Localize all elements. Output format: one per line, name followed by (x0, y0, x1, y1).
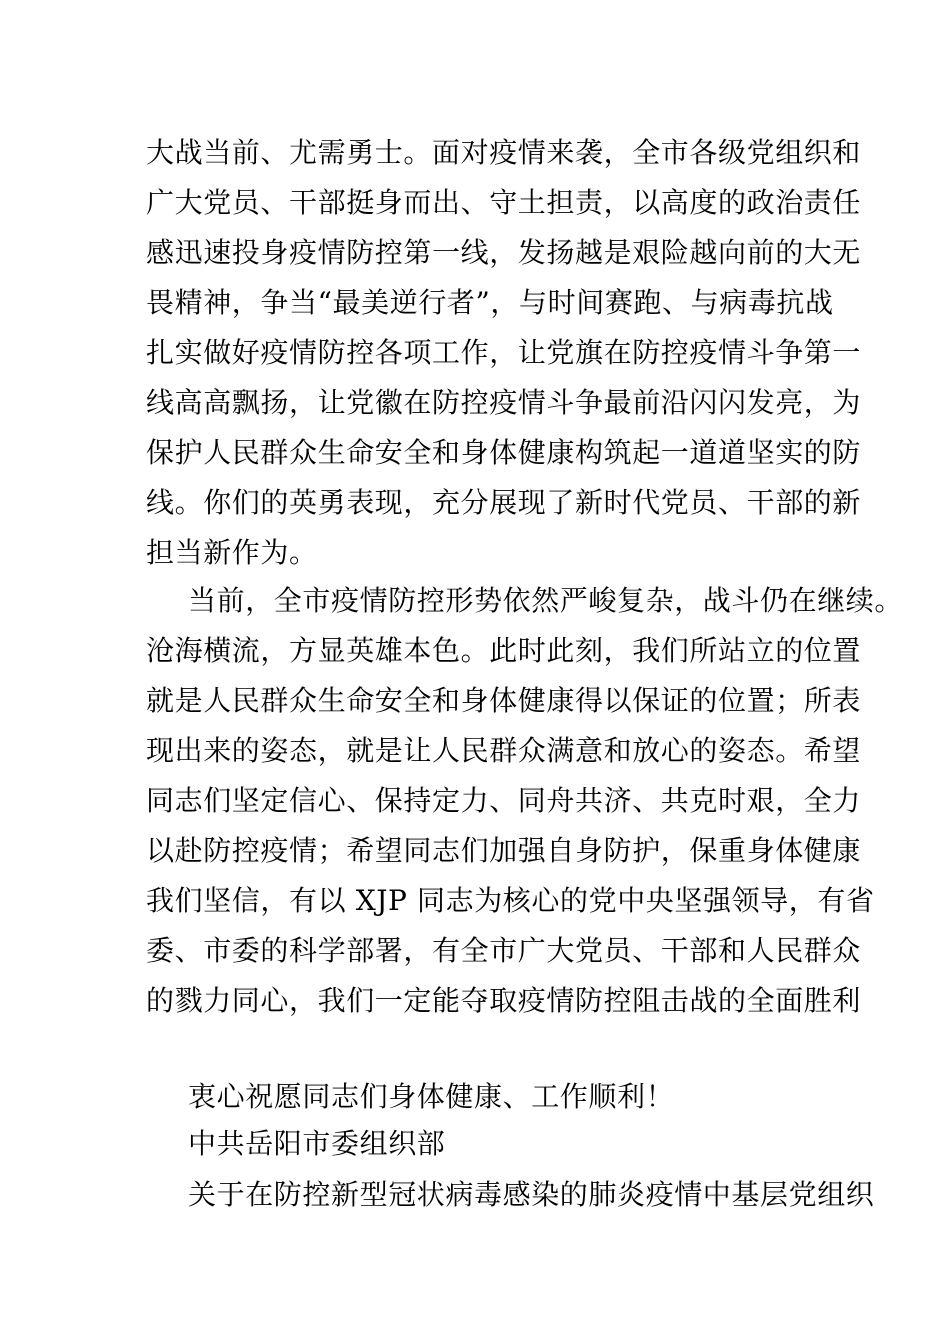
paragraph-line: 扎实做好疫情防控各项工作，让党旗在防控疫情斗争第一 (146, 336, 862, 369)
paragraph-line-first: 当前，全市疫情防控形势依然严峻复杂，战斗仍在继续。 (188, 584, 904, 617)
paragraph-line: 畏精神，争当“最美逆行者”，与时间赛跑、与病毒抗战 (146, 286, 834, 319)
paragraph-encouragement (146, 128, 862, 578)
paragraph-line: 保护人民群众生命安全和身体健康构筑起一道道坚实的防 (146, 436, 862, 469)
paragraph-current-situation (146, 576, 904, 1026)
paragraph-line: 沧海横流，方显英雄本色。此时此刻，我们所站立的位置 (146, 634, 862, 667)
paragraph-line: 大战当前、尤需勇士。面对疫情来袭，全市各级党组织和 (146, 136, 862, 169)
paragraph-line: 就是人民群众生命安全和身体健康得以保证的位置；所表 (146, 684, 862, 717)
next-section-heading: 关于在防控新型冠状病毒感染的肺炎疫情中基层党组织 (188, 1178, 875, 1211)
paragraph-line: 同志们坚定信心、保持定力、同舟共济、共克时艰，全力 (146, 784, 862, 817)
paragraph-line: 以赴防控疫情；希望同志们加强自身防护，保重身体健康 (146, 834, 862, 867)
paragraph-line: 担当新作为。 (146, 536, 318, 569)
closing-wishes: 衷心祝愿同志们身体健康、工作顺利！ (188, 1080, 675, 1113)
paragraph-line: 线高高飘扬，让党徽在防控疫情斗争最前沿闪闪发亮，为 (146, 386, 862, 419)
signature-organization: 中共岳阳市委组织部 (188, 1127, 446, 1160)
paragraph-line: 感迅速投身疫情防控第一线，发扬越是艰险越向前的大无 (146, 236, 862, 269)
paragraph-line: 线。你们的英勇表现，充分展现了新时代党员、干部的新 (146, 486, 862, 519)
paragraph-line: 委、市委的科学部署，有全市广大党员、干部和人民群众 (146, 934, 862, 967)
paragraph-line: 现出来的姿态，就是让人民群众满意和放心的姿态。希望 (146, 734, 862, 767)
paragraph-line: 的戮力同心，我们一定能夺取疫情防控阻击战的全面胜利 (146, 984, 862, 1017)
paragraph-line: 我们坚信，有以 XJP 同志为核心的党中央坚强领导，有省 (146, 884, 875, 917)
paragraph-line: 广大党员、干部挺身而出、守土担责，以高度的政治责任 (146, 186, 862, 219)
